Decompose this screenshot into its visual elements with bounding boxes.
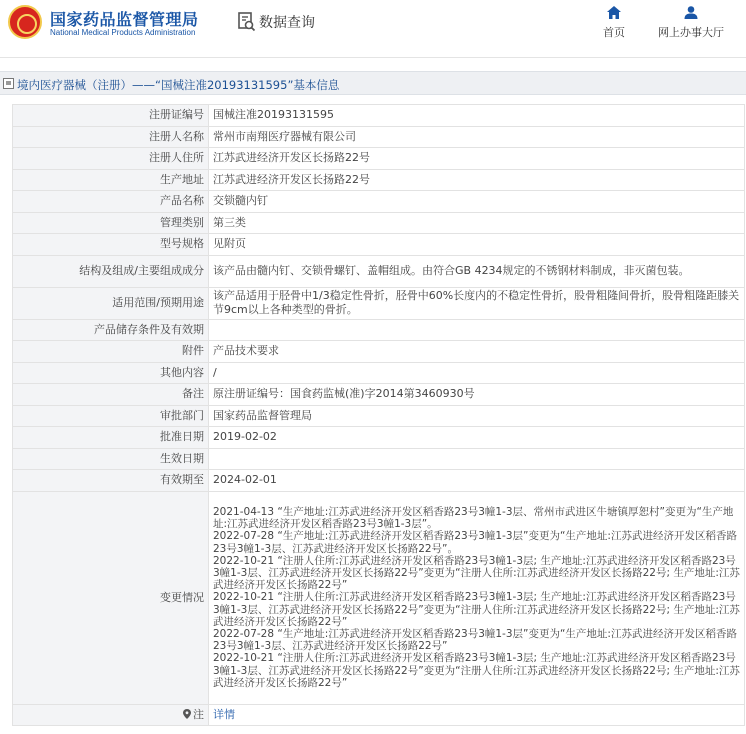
document-icon — [3, 78, 14, 89]
row-label: 适用范围/预期用途 — [13, 287, 209, 319]
change-entry: 2022-07-28 “生产地址:江苏武进经济开发区稻香路23号3幢1-3层”变更为“生产地址:江苏武进经济开发区稻香路23号3幢1-3层、江苏武进经济开发区长扬路22号”。 — [213, 530, 737, 555]
row-value: 该产品由髓内钉、交锁骨螺钉、盖帽组成。由符合GB 4234规定的不锈钢材料制成，非灭菌包装。 — [209, 255, 745, 287]
row-value: 国家药品监督管理局 — [209, 405, 745, 427]
home-icon — [607, 6, 621, 19]
record-title: 境内医疗器械（注册）——“国械注准20193131595”基本信息 — [17, 78, 340, 92]
note-value — [209, 704, 745, 726]
row-value: 国械注准20193131595 — [209, 105, 745, 127]
table-row — [13, 191, 745, 213]
row-label: 产品储存条件及有效期 — [13, 319, 209, 341]
section-title: 数据查询 — [259, 15, 315, 31]
table-row — [13, 341, 745, 363]
table-row — [13, 448, 745, 470]
table-row — [13, 234, 745, 256]
row-label: 备注 — [13, 384, 209, 406]
row-value — [209, 448, 745, 470]
table-row — [13, 212, 745, 234]
change-entry: 2022-10-21 “注册人住所:江苏武进经济开发区稻香路23号3幢1-3层; 生产地址:江苏武进经济开发区稻香路23号3幢1-3层、江苏武进经济开发区长扬路22号”变更为“注册人住所:江苏武进经济开发区长扬路22号; 生产地址:江苏武进经济开发区长扬路22号” — [213, 554, 740, 592]
nav-online-service-hall[interactable] — [650, 6, 732, 40]
emblem-logo — [8, 5, 42, 39]
table-row — [13, 105, 745, 127]
site-header — [0, 0, 746, 58]
change-entry: 2022-10-21 “注册人住所:江苏武进经济开发区稻香路23号3幢1-3层; 生产地址:江苏武进经济开发区稻香路23号3幢1-3层、江苏武进经济开发区长扬路22号”变更为“注册人住所:江苏武进经济开发区长扬路22号; 生产地址:江苏武进经济开发区长扬路22号” — [213, 652, 740, 689]
row-label: 型号规格 — [13, 234, 209, 256]
nav-hall-label: 网上办事大厅 — [658, 26, 724, 39]
nav-home[interactable] — [596, 6, 632, 40]
table-row — [13, 169, 745, 191]
table-row — [13, 362, 745, 384]
row-value: 产品技术要求 — [209, 341, 745, 363]
table-row — [13, 126, 745, 148]
changes-label: 变更情况 — [13, 491, 209, 704]
row-value: 2024-02-01 — [209, 470, 745, 492]
row-value: 江苏武进经济开发区长扬路22号 — [209, 148, 745, 170]
row-value: 江苏武进经济开发区长扬路22号 — [209, 169, 745, 191]
brand-name-cn: 国家药品监督管理局 — [50, 10, 199, 29]
row-label: 生产地址 — [13, 169, 209, 191]
registration-info-table — [12, 104, 745, 726]
table-row — [13, 287, 745, 319]
table-row — [13, 319, 745, 341]
row-label: 注册证编号 — [13, 105, 209, 127]
brand-name-en: National Medical Products Administration — [50, 28, 196, 37]
row-label: 产品名称 — [13, 191, 209, 213]
note-label: 注 — [193, 707, 204, 721]
row-value — [209, 319, 745, 341]
row-value: 见附页 — [209, 234, 745, 256]
row-label: 结构及组成/主要组成成分 — [13, 255, 209, 287]
row-label: 其他内容 — [13, 362, 209, 384]
row-label: 注册人名称 — [13, 126, 209, 148]
change-entry: 2022-07-28 “生产地址:江苏武进经济开发区稻香路23号3幢1-3层”变更为“生产地址:江苏武进经济开发区稻香路23号3幢1-3层、江苏武进经济开发区长扬路22号” — [213, 628, 737, 653]
table-row-changes — [13, 491, 745, 704]
row-value: / — [209, 362, 745, 384]
row-label: 附件 — [13, 341, 209, 363]
row-label: 注册人住所 — [13, 148, 209, 170]
row-value: 交锁髓内钉 — [209, 191, 745, 213]
table-row — [13, 255, 745, 287]
details-link[interactable]: 详情 — [213, 707, 235, 721]
row-value: 第三类 — [209, 212, 745, 234]
row-label: 有效期至 — [13, 470, 209, 492]
table-row — [13, 427, 745, 449]
row-label: 审批部门 — [13, 405, 209, 427]
user-icon — [684, 6, 698, 19]
row-label: 生效日期 — [13, 448, 209, 470]
row-value: 原注册证编号：国食药监械(准)字2014第3460930号 — [209, 384, 745, 406]
table-row — [13, 384, 745, 406]
row-value: 常州市南翔医疗器械有限公司 — [209, 126, 745, 148]
table-row — [13, 470, 745, 492]
change-entry: 2022-10-21 “注册人住所:江苏武进经济开发区稻香路23号3幢1-3层; 生产地址:江苏武进经济开发区稻香路23号3幢1-3层、江苏武进经济开发区长扬路22号”变更为“注册人住所:江苏武进经济开发区长扬路22号; 生产地址:江苏武进经济开发区长扬路22号” — [213, 591, 740, 628]
row-label: 管理类别 — [13, 212, 209, 234]
note-label-cell — [13, 704, 209, 726]
row-value: 2019-02-02 — [209, 427, 745, 449]
row-label: 批准日期 — [13, 427, 209, 449]
changes-value — [209, 491, 745, 704]
table-row — [13, 148, 745, 170]
row-value: 该产品适用于胫骨中1/3稳定性骨折，胫骨中60%长度内的不稳定性骨折，股骨粗隆间骨折，股骨粗隆距膝关节9cm以上各种类型的骨折。 — [209, 287, 745, 319]
location-pin-icon — [183, 709, 191, 719]
table-row — [13, 405, 745, 427]
record-title-bar — [0, 71, 746, 95]
data-query-icon — [238, 12, 256, 32]
nav-home-label: 首页 — [603, 26, 625, 39]
table-row-note — [13, 704, 745, 726]
change-entry: 2021-04-13 “生产地址:江苏武进经济开发区稻香路23号3幢1-3层、常州市武进区牛塘镇厚恕村”变更为“生产地址:江苏武进经济开发区稻香路23号3幢1-3层”。 — [213, 505, 734, 531]
